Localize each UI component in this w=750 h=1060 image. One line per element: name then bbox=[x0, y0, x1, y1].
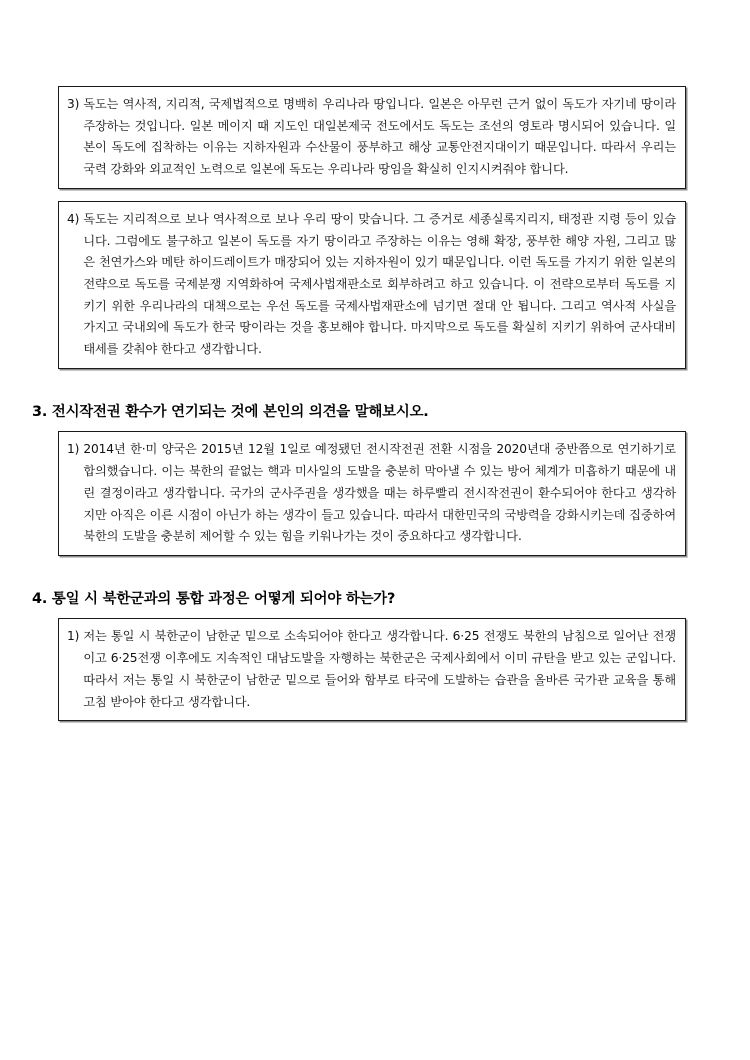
answer-marker: 1) bbox=[67, 629, 80, 644]
answer-box-dokdo-4 bbox=[58, 201, 686, 369]
answer-text: 독도는 역사적, 지리적, 국제법적으로 명백히 우리나라 땅입니다. 일본은 아무런 근거 없이 독도가 자기네 땅이라 주장하는 것입니다. 일본 메이지 때 지도인 대일본제국 전도에서도 독도는 조선의 영토라 명시되어 있습니다. 일본이 독도에 집착하는 이유는 지하자원과 수산물이 풍부하고 해상 교통안전지대이기 때문입니다. 따라서 우리는 국력 강화와 외교적인 노력으로 일본에 독도는 우리나라 땅임을 확실히 인지시켜줘야 합니다. bbox=[83, 97, 676, 177]
heading-block-4 bbox=[32, 590, 686, 609]
answer-box-unification-1 bbox=[58, 618, 686, 721]
answer-text: 2014년 한·미 양국은 2015년 12월 1일로 예정됐던 전시작전권 전환 시점을 2020년대 중반쯤으로 연기하기로 합의했습니다. 이는 북한의 끝없는 핵과 미사일의 도발을 충분히 막아낼 수 있는 방어 체계가 미흡하기 때문에 내린 결정이라고 생각합니다. 국가의 군사주권을 생각했을 때는 하루빨리 전시작전권이 환수되어야 한다고 생각하지만 아직은 이른 시점이 아닌가 하는 생각이 들고 있습니다. 따라서 대한민국의 국방력을 강화시키는데 집중하여 북한의 도발을 충분히 제어할 수 있는 힘을 키워나가는 것이 중요하다고 생각합니다. bbox=[83, 442, 676, 544]
answer-marker: 3) bbox=[67, 97, 80, 111]
heading-block-3 bbox=[32, 403, 686, 422]
section-heading-4: 4. 통일 시 북한군과의 통합 과정은 어떻게 되어야 하는가? bbox=[32, 590, 396, 607]
answer-item bbox=[67, 626, 676, 713]
document-content bbox=[32, 86, 686, 733]
answer-item bbox=[67, 209, 676, 361]
answer-item bbox=[67, 439, 676, 548]
spacer bbox=[58, 381, 686, 403]
answer-box-dokdo-3 bbox=[58, 86, 686, 189]
answer-text: 독도는 지리적으로 보나 역사적으로 보나 우리 땅이 맞습니다. 그 증거로 세종실록지리지, 태정관 지령 등이 있습니다. 그럼에도 불구하고 일본이 독도를 자기 땅이라고 주장하는 이유는 영해 확장, 풍부한 해양 자원, 그리고 많은 천연가스와 메탄 하이드레이트가 매장되어 있는 지하자원이 있기 때문입니다. 이런 독도를 가지기 위한 일본의 전략으로 독도를 국제분쟁 지역화하여 국제사법재판소로 회부하려고 하고 있습니다. 이 전략으로부터 독도를 지키기 위한 우리나라의 대책으로는 우선 독도를 국제사법재판소에 넘기면 절대 안 됩니다. 그리고 역사적 사실을 가지고 국내외에 독도가 한국 땅이라는 것을 홍보해야 합니다. 마지막으로 독도를 확실히 지키기 위하여 군사대비태세를 갖춰야 한다고 생각합니다. bbox=[83, 211, 676, 357]
section-heading-3: 3. 전시작전권 환수가 연기되는 것에 본인의 의견을 말해보시오. bbox=[32, 403, 429, 420]
answer-item bbox=[67, 94, 676, 181]
spacer bbox=[58, 568, 686, 590]
answer-box-opcon-1 bbox=[58, 431, 686, 556]
answer-marker: 4) bbox=[67, 211, 80, 226]
answer-text: 저는 통일 시 북한군이 남한군 밑으로 소속되어야 한다고 생각합니다. 6·25 전쟁도 북한의 남침으로 일어난 전쟁이고 6·25전쟁 이후에도 지속적인 대남도발을 자행하는 북한군은 국제사회에서 이미 규탄을 받고 있는 군입니다. 따라서 저는 통일 시 북한군이 남한군 밑으로 들어와 함부로 타국에 도발하는 습관을 올바른 국가관 교육을 통해 고침 받아야 한다고 생각합니다. bbox=[83, 629, 676, 709]
answer-marker: 1) bbox=[67, 442, 80, 457]
